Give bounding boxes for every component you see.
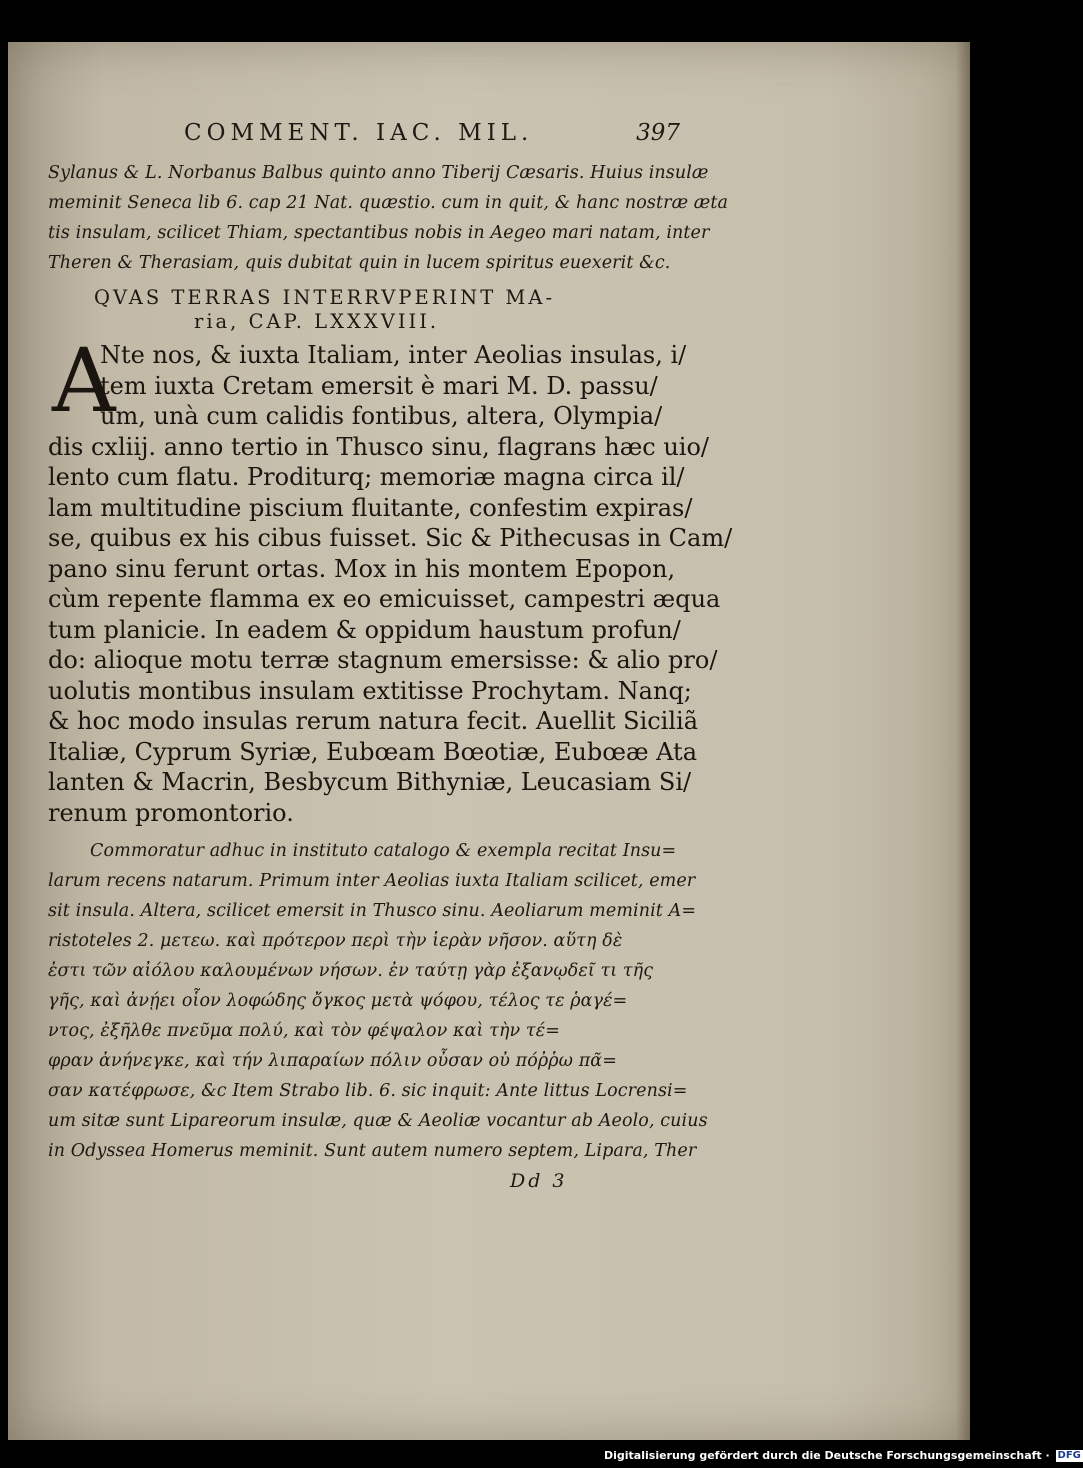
main-text-line: & hoc modo insulas rerum natura fecit. Auellit Siciliã (48, 707, 699, 735)
credit-text: Digitalisierung gefördert durch die Deutsche Forschungsgemeinschaft · (604, 1449, 1050, 1462)
commentary-line: um sitæ sunt Lipareorum insulæ, quæ & Aeoliæ vocantur ab Aeolo, cuius (48, 1111, 708, 1131)
commentary-line: meminit Seneca lib 6. cap 21 Nat. quæstio. cum in quit, & hanc nostræ æta (48, 193, 728, 213)
signature-line (48, 1170, 688, 1200)
dfg-logo-icon: DFG (1057, 1450, 1081, 1461)
commentary-line: Theren & Therasiam, quis dubitat quin in lucem spiritus euexerit &c. (48, 253, 671, 273)
main-text-line: Nte nos, & iuxta Italiam, inter Aeolias insulas, i/ (100, 341, 687, 369)
commentary-line: σαν κατέφρωσε, &c Item Strabo lib. 6. sic inquit: Ante littus Locrensi= (48, 1081, 688, 1101)
commentary-line: in Odyssea Homerus meminit. Sunt autem numero septem, Lipara, Ther (48, 1141, 697, 1161)
running-head (48, 120, 688, 158)
commentary-line: tis insulam, scilicet Thiam, spectantibus nobis in Aegeo mari natam, inter (48, 223, 710, 243)
commentary-line: Commoratur adhuc in instituto catalogo & exempla recitat Insu= (90, 841, 677, 861)
commentary-bottom (48, 836, 708, 1166)
commentary-line: Sylanus & L. Norbanus Balbus quinto anno Tiberij Cæsaris. Huius insulæ (48, 163, 709, 183)
main-text (48, 329, 733, 828)
main-text-line: tum planicie. In eadem & oppidum haustum profun/ (48, 615, 681, 644)
main-text-line: tem iuxta Cretam emersit è mari M. D. passu/ (100, 371, 658, 400)
commentary-line: larum recens natarum. Primum inter Aeolias iuxta Italiam scilicet, emer (48, 871, 696, 891)
page-number: 397 (636, 120, 680, 146)
book-page (8, 42, 970, 1440)
chapter-heading-line: QVAS TERRAS INTERRVPERINT MA- (94, 286, 556, 309)
main-text-line: se, quibus ex his cibus fuisset. Sic & Pithecusas in Cam/ (48, 524, 733, 552)
commentary-line: ντος, ἐξῆλθε πνεῦμα πολύ, καὶ τὸν φέψαλον καὶ τὴν τέ= (48, 1021, 560, 1041)
main-text-line: lento cum flatu. Proditurq; memoriæ magna circa il/ (48, 463, 685, 491)
text-block (48, 120, 733, 1200)
signature-mark: Dd 3 (510, 1170, 568, 1192)
main-text-line: renum promontorio. (48, 798, 294, 827)
commentary-line: ristoteles 2. μετεω. καὶ πρότερον περὶ τὴν ἱερὰν νῆσον. αὕτη δὲ (48, 931, 623, 951)
commentary-line: sit insula. Altera, scilicet emersit in Thusco sinu. Aeoliarum meminit A= (48, 901, 697, 921)
running-title: COMMENT. IAC. MIL. (184, 120, 534, 146)
page-edge-shadow (956, 42, 970, 1440)
main-text-line: lanten & Macrin, Besbycum Bithyniæ, Leucasiam Si/ (48, 768, 692, 796)
chapter-heading (48, 286, 688, 334)
main-text-line: do: alioque motu terræ stagnum emersisse: & alio pro/ (48, 646, 718, 674)
commentary-line: φραν ἀνήνεγκε, καὶ τήν λιπαραίων πόλιν οὖσαν οὐ πόῤῥω πᾶ= (48, 1051, 617, 1071)
commentary-line: ἐστι τῶν αἰόλου καλουμένων νήσων. ἐν ταύτῃ γὰρ ἐξανῳδεῖ τι τῆς (48, 961, 654, 981)
digitization-credit (604, 1449, 1083, 1463)
commentary-line: γῆς, καὶ ἀνῄει οἷον λοφώδης ὄγκος μετὰ ψόφου, τέλος τε ῥαγέ= (48, 991, 628, 1011)
main-text-line: pano sinu ferunt ortas. Mox in his montem Epopon, (48, 554, 676, 583)
main-text-line: dis cxliij. anno tertio in Thusco sinu, flagrans hæc uio/ (48, 432, 710, 461)
main-text-line: Italiæ, Cyprum Syriæ, Eubœam Bœotiæ, Eubœæ Ata (48, 737, 698, 766)
chapter-heading-line: ria, CAP. LXXXVIII. (194, 310, 440, 333)
main-text-line: cùm repente flamma ex eo emicuisset, campestri æqua (48, 585, 721, 613)
drop-cap: A (52, 329, 116, 432)
commentary-top (48, 158, 728, 278)
main-text-line: uolutis montibus insulam extitisse Prochytam. Nanq; (48, 676, 692, 705)
main-text-line: lam multitudine piscium fluitante, confestim expiras/ (48, 493, 693, 522)
main-text-line: um, unà cum calidis fontibus, altera, Olympia/ (100, 402, 663, 430)
